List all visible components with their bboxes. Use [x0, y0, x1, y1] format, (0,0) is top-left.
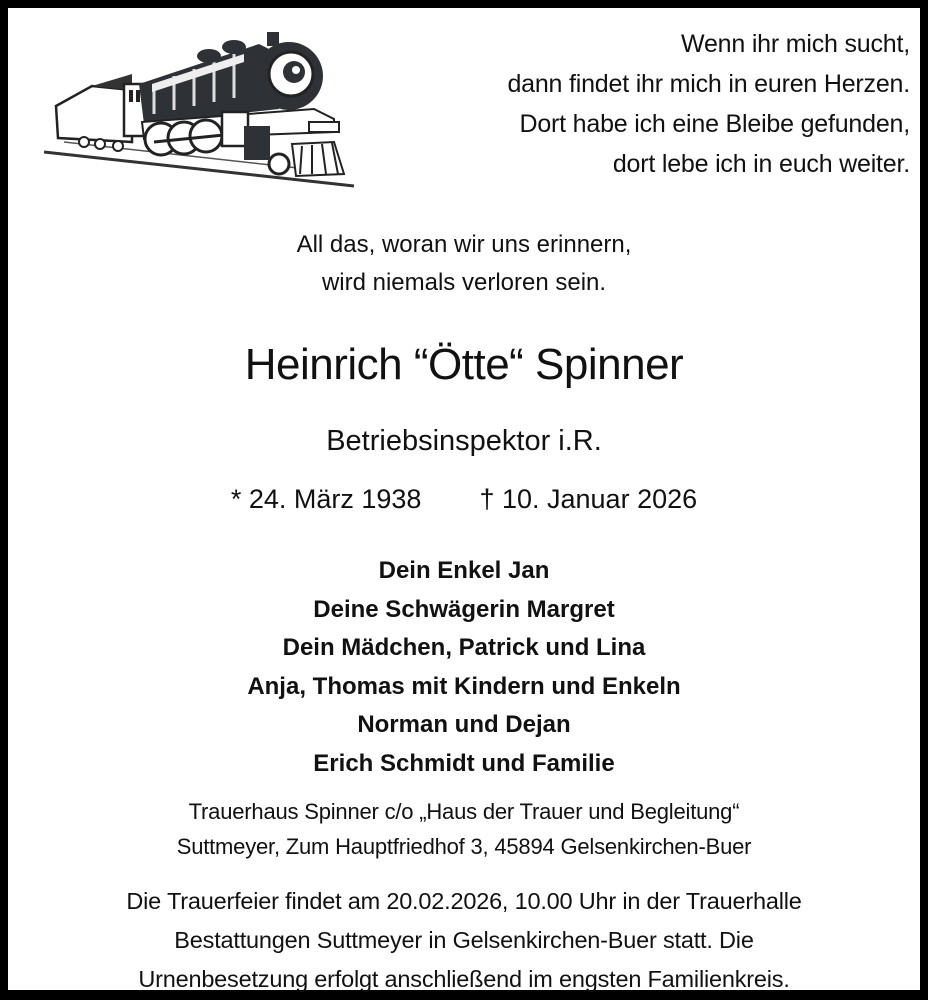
quote-line: wird niemals verloren sein. [321, 269, 607, 296]
poem-line: Wenn ihr mich sucht, [681, 30, 910, 58]
address-line: Trauerhaus Spinner c/o „Haus der Trauer und Begleitung“ [188, 799, 740, 824]
life-dates [8, 482, 920, 516]
mourner: Dein Mädchen, Patrick und Lina [282, 634, 646, 661]
deceased-name: Heinrich “Ötte“ Spinner [244, 340, 684, 389]
poem-line: dort lebe ich in euch weiter. [612, 150, 910, 178]
funeral-service-info [8, 882, 920, 999]
poem [507, 24, 910, 184]
birth-date: * 24. März 1938 [230, 484, 422, 514]
poem-line: dann findet ihr mich in euren Herzen. [507, 70, 910, 98]
service-line: Die Trauerfeier findet am 20.02.2026, 10.00 Uhr in der Trauerhalle [126, 888, 802, 914]
memorial-quote [8, 226, 920, 302]
mourning-address [8, 794, 920, 864]
service-line: Urnenbesetzung erfolgt anschließend im engsten Familienkreis. [138, 966, 790, 992]
mourners-list [8, 552, 920, 783]
mourner: Erich Schmidt und Familie [313, 749, 615, 777]
steam-locomotive-icon [34, 14, 364, 194]
poem-line: Dort habe ich eine Bleibe gefunden, [519, 110, 910, 138]
mourner: Deine Schwägerin Margret [313, 595, 615, 623]
quote-line: All das, woran wir uns erinnern, [296, 231, 632, 258]
obituary-notice [8, 8, 920, 990]
mourner: Dein Enkel Jan [378, 557, 550, 584]
service-line: Bestattungen Suttmeyer in Gelsenkirchen-Buer statt. Die [174, 927, 754, 953]
address-line: Suttmeyer, Zum Hauptfriedhof 3, 45894 Gelsenkirchen-Buer [176, 834, 752, 859]
mourner: Anja, Thomas mit Kindern und Enkeln [247, 672, 681, 700]
deceased-title: Betriebsinspektor i.R. [326, 425, 602, 457]
mourner: Norman und Dejan [357, 711, 571, 738]
death-date: † 10. Januar 2026 [479, 484, 698, 514]
